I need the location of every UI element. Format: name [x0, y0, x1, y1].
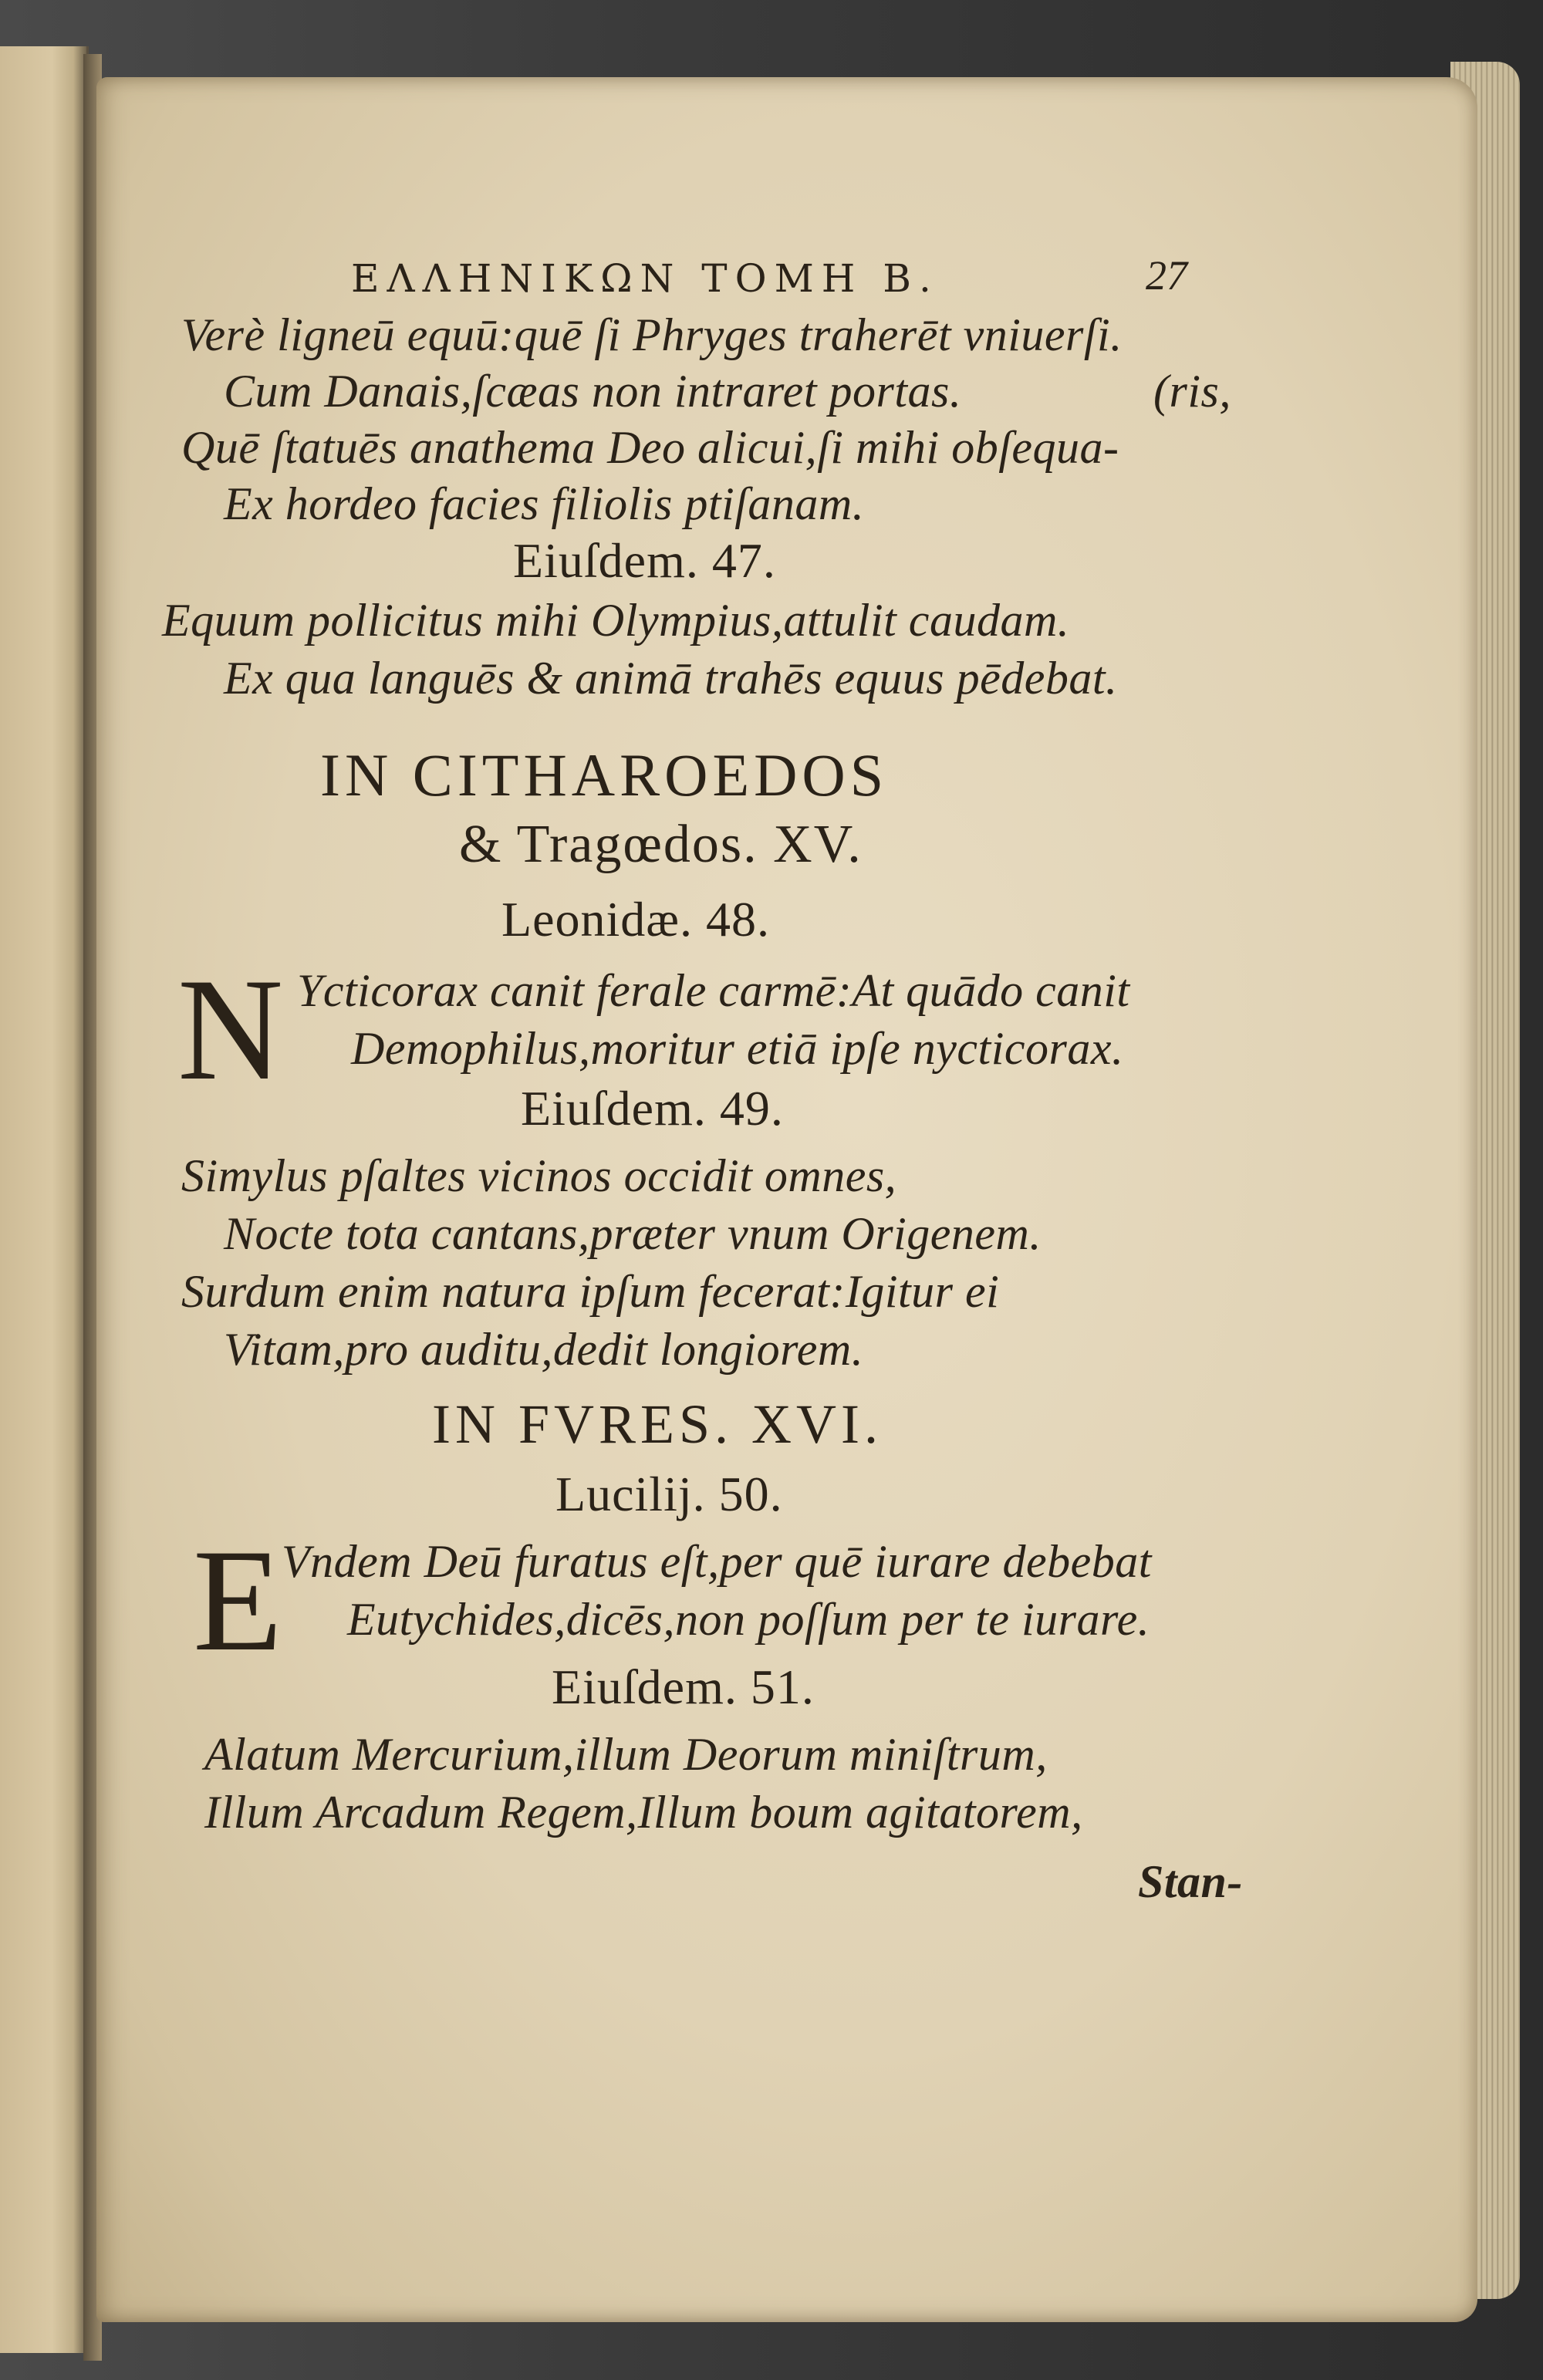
verse-line: Verè ligneū equū:quē ſi Phryges traherēt vniuerſi. — [181, 309, 1123, 360]
verse-line: Alatum Mercurium,illum Deorum miniſtrum, — [204, 1729, 1048, 1780]
epigram-author: Lucilij. 50. — [555, 1467, 783, 1521]
verse-line: Equum pollicitus mihi Olympius,attulit caudam. — [162, 595, 1070, 646]
drop-cap: N — [177, 949, 284, 1111]
verse-line: Ex hordeo facies filiolis ptiſanam. — [224, 478, 865, 529]
section-heading: IN CITHAROEDOS — [320, 741, 889, 809]
verse-line: Demophilus,moritur etiā ipſe nycticorax. — [351, 1023, 1124, 1074]
verse-line: Quē ſtatuēs anathema Deo alicui,ſi mihi obſequa- — [181, 422, 1119, 473]
verse-turnover: (ris, — [1153, 366, 1231, 417]
verse-line: Cum Danais,ſcæas non intraret portas. — [224, 366, 962, 417]
epigram-author: Eiuſdem. 51. — [552, 1659, 815, 1714]
verse-line: Illum Arcadum Regem,Illum boum agitatorem, — [204, 1787, 1083, 1838]
page-number: 27 — [1146, 252, 1187, 299]
drop-cap: E — [193, 1520, 283, 1682]
epigram-author: Leonidæ. 48. — [501, 892, 770, 947]
verse-line: Vndem Deū furatus eſt,per quē iurare debebat — [282, 1536, 1152, 1587]
book-page — [96, 77, 1477, 2322]
verse-line: Ycticorax canit ferale carmē:At quādo canit — [297, 965, 1130, 1016]
verse-line: Eutychides,dicēs,non poſſum per te iurare. — [347, 1594, 1150, 1645]
verse-line: Surdum enim natura ipſum fecerat:Igitur ei — [181, 1266, 1000, 1317]
verse-line: Nocte tota cantans,præter vnum Origenem. — [224, 1208, 1042, 1259]
section-heading-subtitle: & Tragœdos. XV. — [459, 815, 863, 874]
epigram-author: Eiuſdem. 49. — [521, 1081, 784, 1136]
verse-line: Simylus pſaltes vicinos occidit omnes, — [181, 1150, 897, 1201]
verse-line: Ex qua languēs & animā trahēs equus pēdebat. — [224, 653, 1118, 704]
verse-line: Vitam,pro auditu,dedit longiorem. — [224, 1324, 864, 1375]
epigram-author: Eiuſdem. 47. — [513, 533, 776, 588]
running-title: ΕΛΛΗΝΙΚΩΝ ΤΟΜΗ Β. — [351, 256, 939, 301]
catchword: Stan- — [1138, 1856, 1243, 1907]
section-heading: IN FVRES. XVI. — [432, 1393, 883, 1455]
left-page-edge — [0, 46, 89, 2353]
